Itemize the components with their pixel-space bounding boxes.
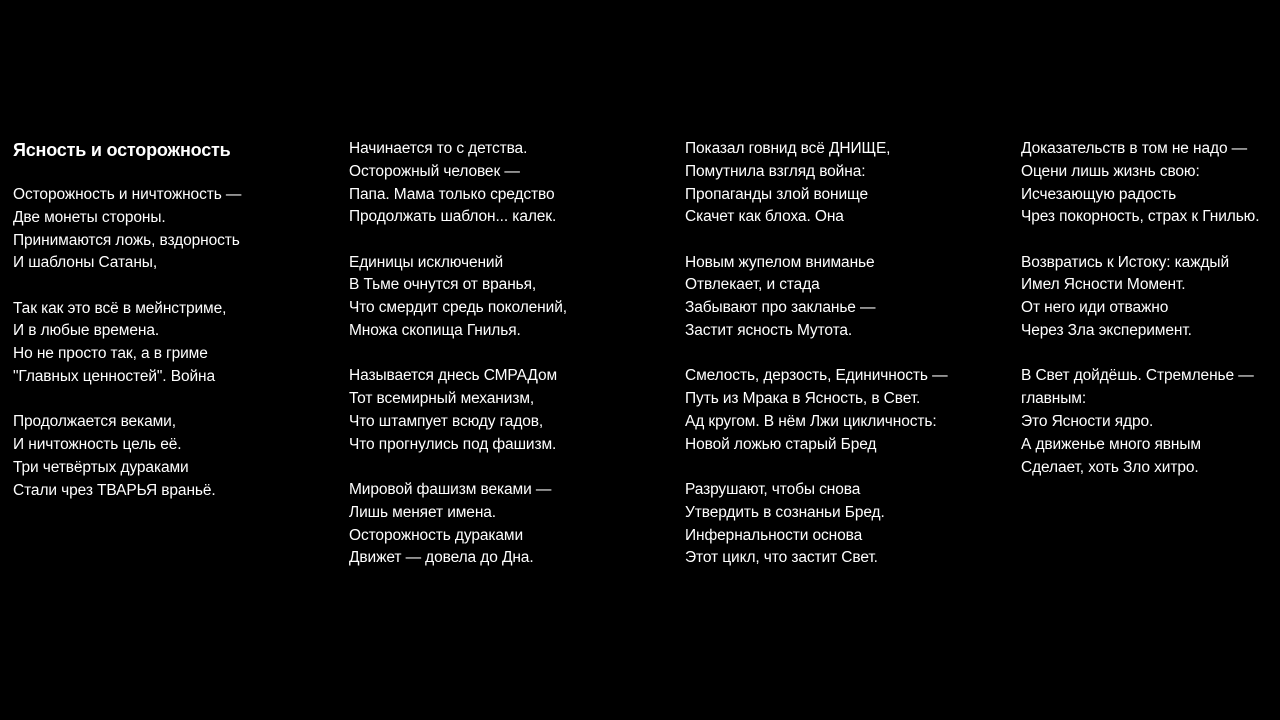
poem-line: Начинается то с детства. — [349, 140, 528, 157]
poem-line: Показал говнид всё ДНИЩЕ, — [685, 140, 891, 157]
poem-column-1 — [13, 138, 323, 525]
stanza — [685, 479, 1005, 570]
stanza — [13, 184, 323, 275]
poem-line: Что штампует всюду гадов, — [349, 412, 544, 430]
poem-column-3 — [685, 138, 1005, 593]
poem-line: Осторожность дураками — [349, 526, 524, 544]
poem-line: А движенье много явным — [1021, 435, 1201, 453]
stanza — [685, 365, 1005, 456]
poem-line: Сделает, хоть Зло хитро. — [1021, 458, 1199, 476]
poem-line: Скачет как блоха. Она — [685, 208, 844, 226]
poem-line: Лишь меняет имена. — [349, 503, 497, 521]
poem-line: Пропаганды злой вонище — [685, 185, 869, 203]
stanza — [13, 411, 323, 502]
poem-line: Возвратись к Истоку: каждый — [1021, 253, 1230, 271]
poem-line: Осторожность и ничтожность — — [13, 186, 242, 203]
poem-line: Папа. Мама только средство — [349, 185, 555, 203]
poem-line: Смелость, дерзость, Единичность — — [685, 367, 948, 385]
poem-line: Чрез покорность, страх к Гнилью. — [1021, 208, 1260, 226]
poem-line: Так как это всё в мейнстриме, — [13, 299, 227, 317]
stanza — [349, 138, 669, 229]
poem-line: Разрушают, чтобы снова — [685, 481, 861, 499]
poem-line: Застит ясность Мутота. — [685, 322, 853, 340]
poem-line: Движет — довела до Дна. — [349, 549, 534, 567]
stanza — [685, 138, 1005, 229]
poem-line: Оцени лишь жизнь свою: — [1021, 162, 1200, 180]
poem-line: Утвердить в сознаньи Бред. — [685, 503, 885, 521]
poem-line: Осторожный человек — — [349, 162, 520, 180]
poem-line: Но не просто так, а в гриме — [13, 345, 208, 363]
poem-line: Продолжать шаблон... калек. — [349, 208, 557, 226]
poem-line: Через Зла эксперимент. — [1021, 322, 1192, 340]
poem-line: Исчезающую радость — [1021, 185, 1177, 203]
poem-line: В Свет дойдёшь. Стремленье — главным: — [1021, 367, 1254, 408]
poem-line: От него иди отважно — [1021, 299, 1169, 317]
stanza — [349, 365, 669, 456]
poem-line: Продолжается веками, — [13, 413, 176, 431]
poem-column-2 — [349, 138, 669, 593]
poem-line: Этот цикл, что застит Свет. — [685, 549, 878, 567]
poem-line: Помутнила взгляд война: — [685, 162, 866, 180]
poem-line: Новым жупелом вниманье — [685, 253, 875, 271]
poem-line: В Тьме очнутся от вранья, — [349, 276, 537, 294]
stanza — [1021, 252, 1279, 343]
poem-line: И ничтожность цель её. — [13, 436, 182, 454]
poem-line: Забывают про закланье — — [685, 299, 876, 317]
poem-line: Инфернальности основа — [685, 526, 863, 544]
poem-line: Мировой фашизм веками — — [349, 481, 552, 499]
poem-line: И шаблоны Сатаны, — [13, 254, 158, 272]
poem-line: Тот всемирный механизм, — [349, 390, 535, 408]
poem-line: Три четвёртых дураками — [13, 458, 189, 476]
poem-line: Множа скопища Гнилья. — [349, 322, 521, 340]
poem-line: Принимаются ложь, вздорность — [13, 231, 240, 249]
poem-line: Отвлекает, и стада — [685, 276, 820, 294]
poem-line: Новой ложью старый Бред — [685, 435, 877, 453]
poem-line: Это Ясности ядро. — [1021, 412, 1154, 430]
poem-line: Ад кругом. В нём Лжи цикличность: — [685, 412, 937, 430]
poem-line: Доказательств в том не надо — — [1021, 140, 1248, 157]
poem-column-4 — [1021, 138, 1279, 502]
stanza — [349, 252, 669, 343]
poem-line: Стали чрез ТВАРЬЯ враньё. — [13, 481, 216, 499]
stanza — [349, 479, 669, 570]
stanza — [1021, 365, 1279, 479]
poem-line: Имел Ясности Момент. — [1021, 276, 1186, 294]
poem-line: "Главных ценностей". Война — [13, 368, 216, 386]
poem-line: Путь из Мрака в Ясность, в Свет. — [685, 390, 921, 408]
poem-line: И в любые времена. — [13, 322, 160, 340]
poem-line: Что смердит средь поколений, — [349, 299, 567, 317]
stanza — [13, 298, 323, 389]
poem-line: Что прогнулись под фашизм. — [349, 435, 557, 453]
poem-line: Называется днесь СМРАДом — [349, 367, 558, 385]
stanza — [1021, 138, 1279, 229]
poem-title: Ясность и осторожность — [13, 140, 231, 160]
poem-line: Единицы исключений — [349, 253, 504, 271]
stanza — [685, 252, 1005, 343]
poem-line: Две монеты стороны. — [13, 208, 166, 226]
